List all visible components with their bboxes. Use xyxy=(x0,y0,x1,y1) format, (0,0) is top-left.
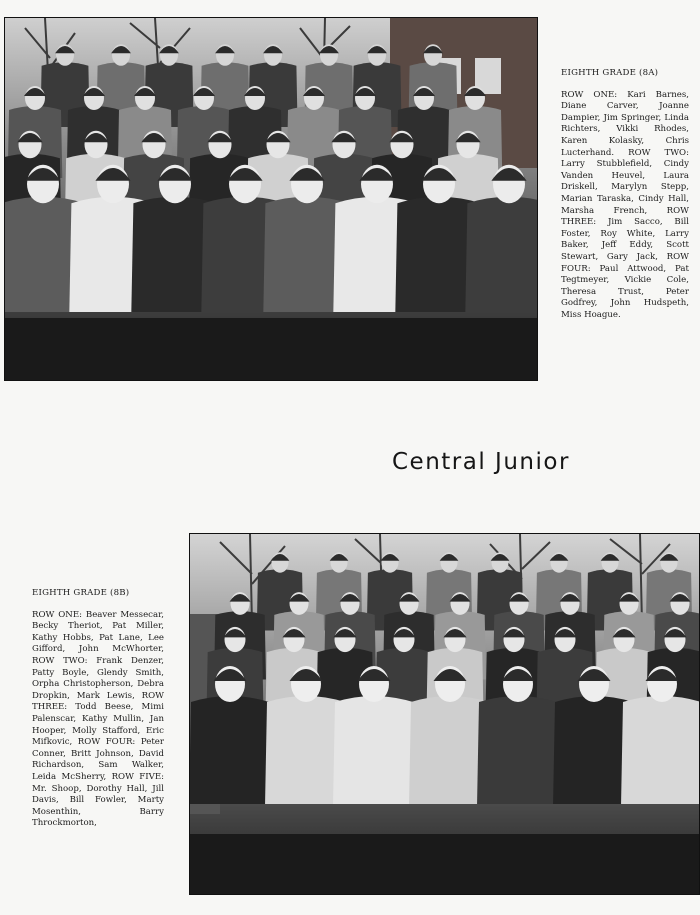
caption-8b xyxy=(32,588,164,830)
caption-8a xyxy=(561,68,689,321)
class-photo-8a xyxy=(4,17,538,381)
caption-8b-heading: EIGHTH GRADE (8B) xyxy=(32,588,130,598)
caption-8a-heading: EIGHTH GRADE (8A) xyxy=(561,68,659,78)
caption-8a-names: ROW ONE: Kari Barnes, Diane Carver, Joanne Dampier, Jim Springer, Linda Richters, Vikki Rhodes, Karen Kolasky, Chris Lucterhand. ROW TWO: Larry Stubblefield, Cindy Vanden Heuvel, Laura Driskell, Marylyn Stepp, Marian Taraska, Cindy Hall, Marsha French, ROW THREE: Jim Sacco, Bill Foster, Roy White, Larry Baker, Jeff Eddy, Scott Stewart, Gary Jack, ROW FOUR: Paul Attwood, Pat Tegtmeyer, Vickie Cole, Theresa Trust, Peter Godfrey, John Hudspeth, Miss Hoague. xyxy=(561,89,689,320)
page-title: Central Junior xyxy=(392,449,570,475)
caption-8b-names: ROW ONE: Beaver Messecar, Becky Theriot, Pat Miller, Kathy Hobbs, Pat Lane, Lee Gifford, John McWhorter, ROW TWO: Frank Denzer, Patty Boyle, Glendy Smith, Orpha Christopherson, Debra Dropkin, Mark Lewis, ROW THREE: Todd Beese, Mimi Palenscar, Kathy Mullin, Jan Hooper, Molly Stafford, Eric Mifkovic, ROW FOUR: Peter Conner, Britt Johnson, David Richardson, Sam Walker, Leida McSherry, ROW FIVE: Mr. Shoop, Dorothy Hall, Jill Davis, Bill Fowler, Marty Mosenthin, Barry Throckmorton, xyxy=(32,609,164,829)
class-photo-8b xyxy=(189,533,700,895)
class-photo-8a-image xyxy=(5,18,537,380)
class-photo-8b-image xyxy=(190,534,699,894)
